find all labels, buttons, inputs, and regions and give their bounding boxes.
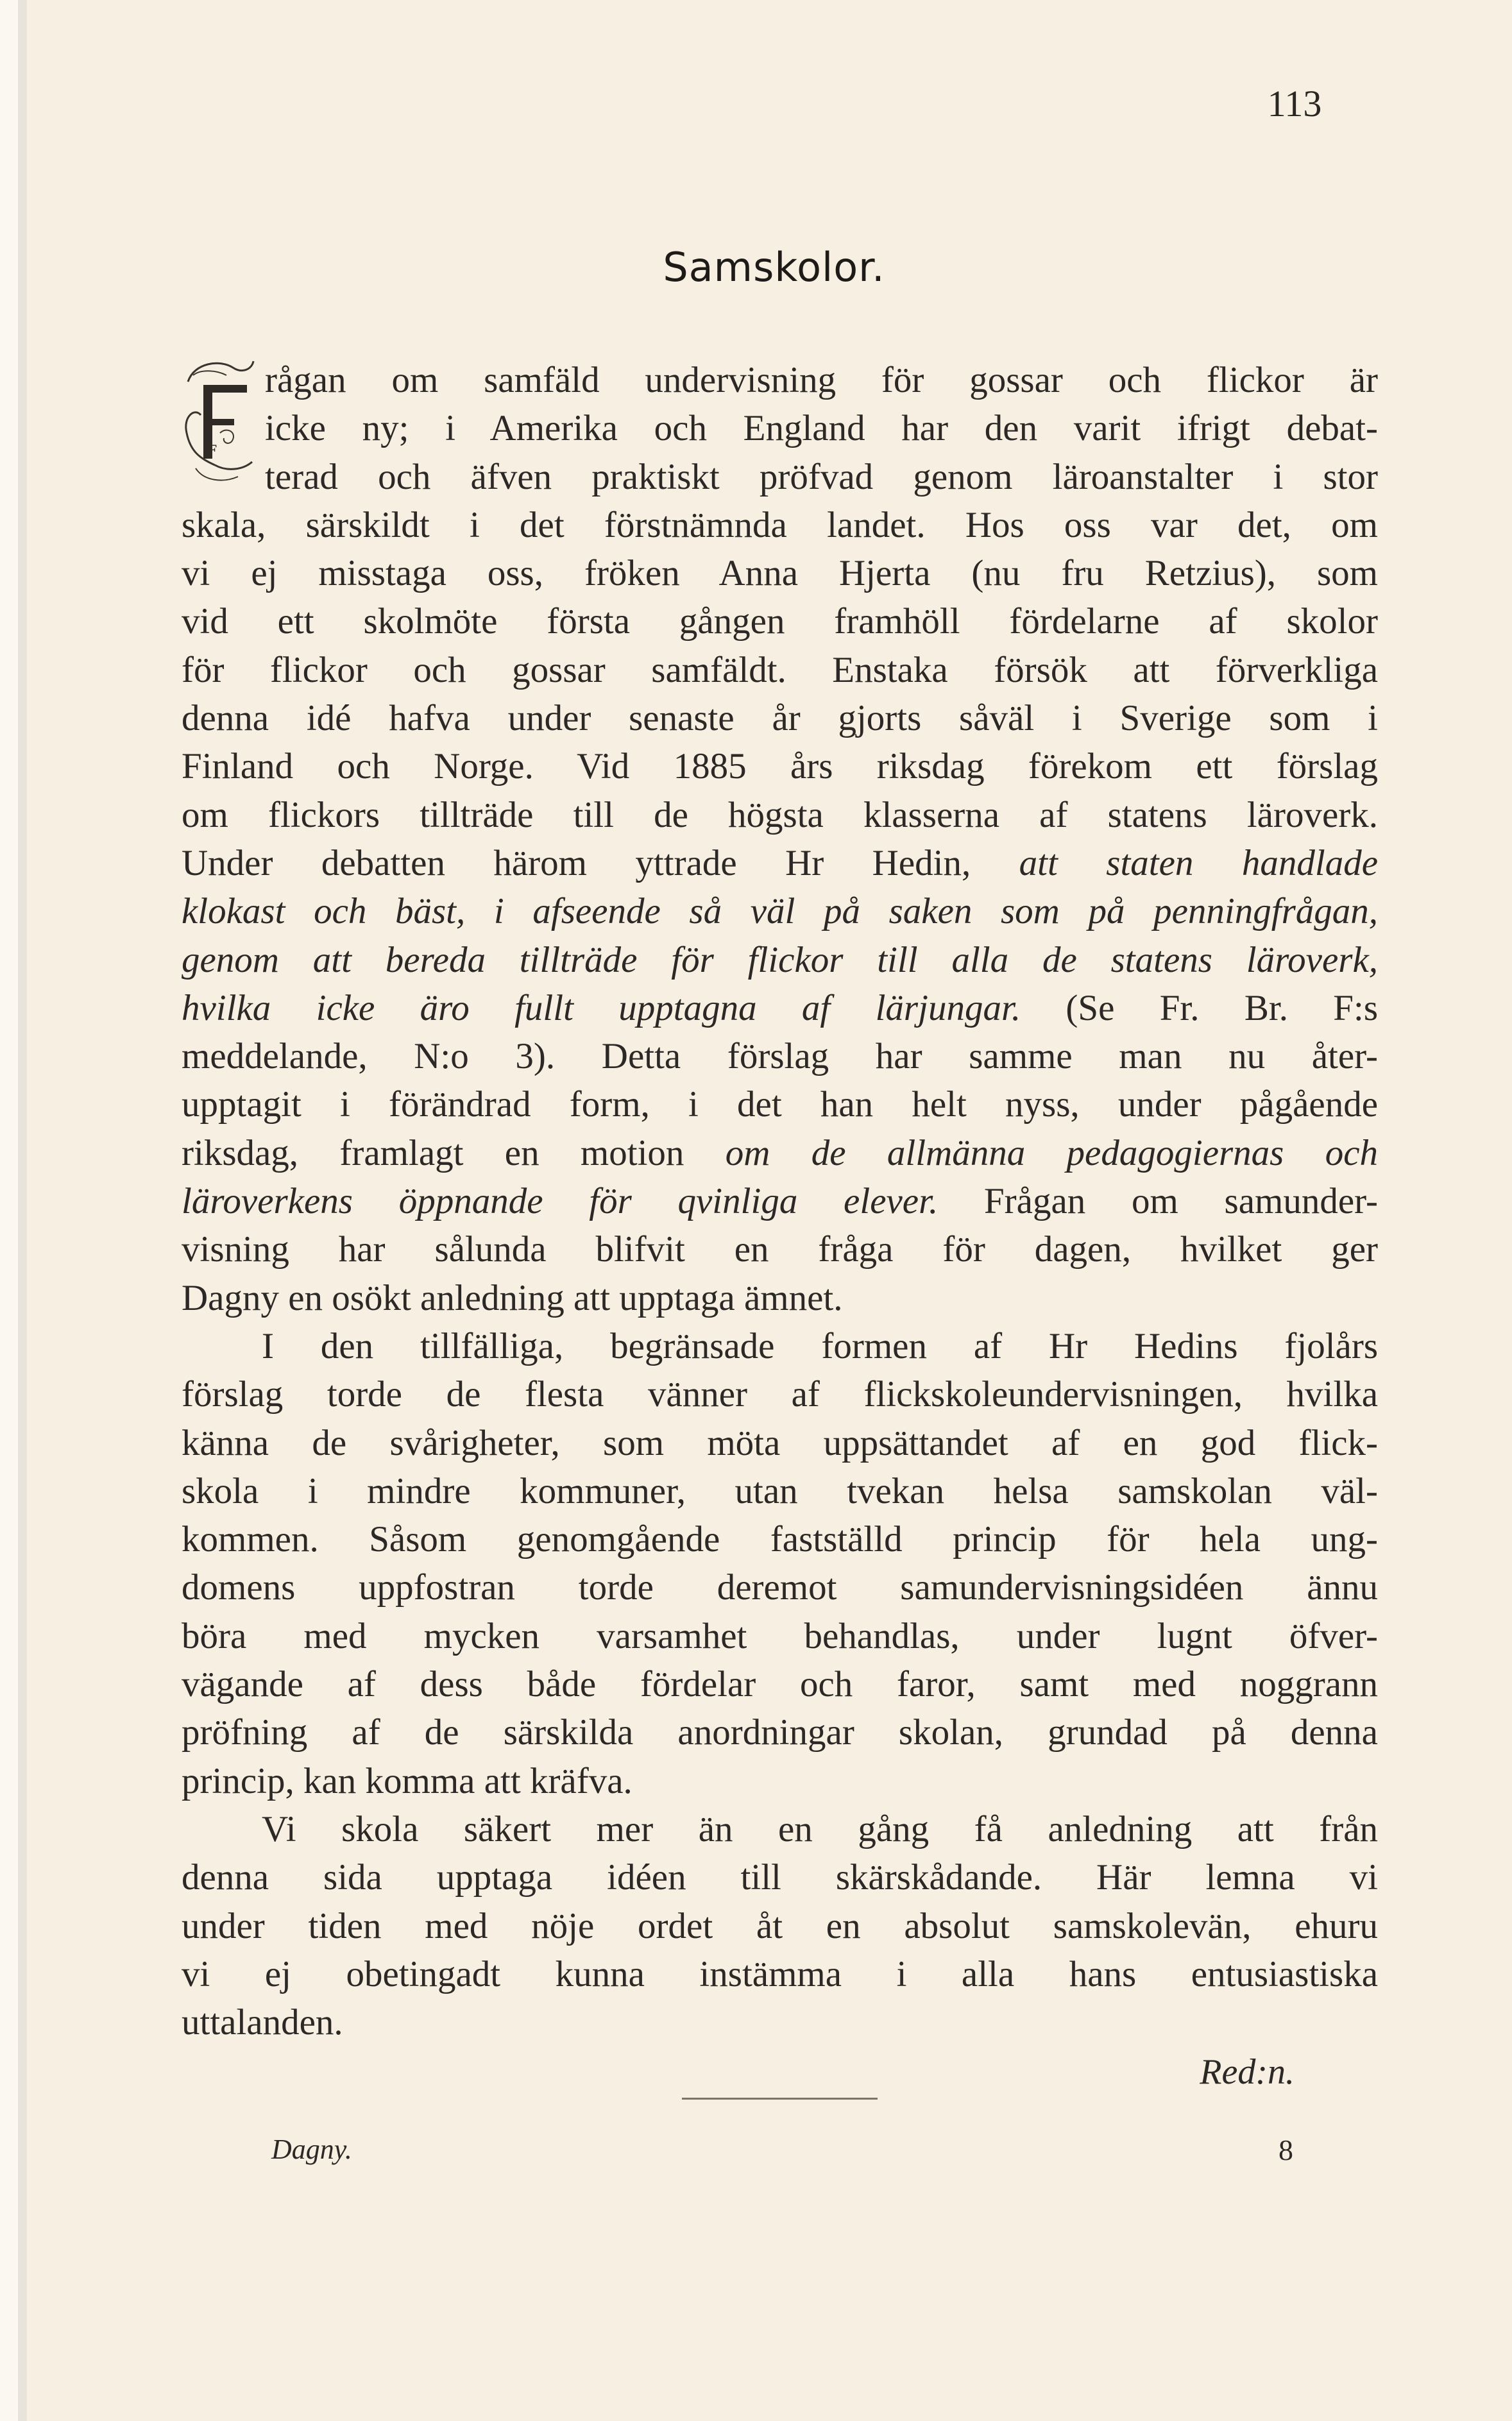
text-line: för flickor och gossar samfäldt. Enstaka försök att förverkliga [182,649,1378,690]
text-line: Dagny en osökt anledning att upptaga ämnet. [182,1277,843,1318]
italic-phrase: om de allmänna pedagogiernas och [725,1132,1378,1173]
italic-phrase: läroverkens öppnande för qvinliga elever. [182,1181,939,1222]
text-line-italic-head: läroverkens öppnande för qvinliga elever. Frågan om samunder- [182,1181,1378,1222]
text-line: denna idé hafva under senaste år gjorts såväl i Sverige som i [182,698,1378,739]
text-line: om flickors tillträde till de högsta klasserna af statens läroverk. [182,794,1378,835]
text-line-mixed: hvilka icke äro fullt upptagna af lärjungar. (Se Fr. Br. F:s [182,987,1379,1028]
text-line: I den tillfälliga, begränsade formen af Hr Hedins fjolårs [262,1325,1378,1366]
text-line: vägande af dess både fördelar och faror, samt med noggrann [182,1664,1378,1705]
text-line: terad och äfven praktiskt pröfvad genom läroanstalter i stor [265,456,1378,497]
text-line: vi ej misstaga oss, fröken Anna Hjerta (nu fru Retzius), som [182,553,1378,594]
text-line: skala, särskildt i det förstnämnda landet. Hos oss var det, om [182,504,1378,545]
article-body [182,356,1378,2046]
text-line-italic-tail: Under debatten härom yttrade Hr Hedin, att staten handlade [182,842,1378,883]
text-line: denna sida upptaga idéen till skärskådande. Här lemna vi [182,1857,1378,1898]
text-line: kommen. Såsom genomgående fastställd princip för hela ung- [182,1519,1378,1560]
text-line: vi ej obetingadt kunna instämma i alla hans entusiastiska [182,1953,1378,1994]
text-line: vid ett skolmöte första gången framhöll fördelarne af skolor [182,601,1378,642]
text-line: uttalanden. [182,2002,343,2043]
text-line-italic: klokast och bäst, i afseende så väl på saken som på penningfrågan, [182,891,1378,932]
text-line: förslag torde de flesta vänner af flickskoleundervisningen, hvilka [182,1374,1378,1415]
article-title: Samskolor. [663,244,885,291]
separator-rule [682,2098,878,2100]
page-number: 113 [1267,83,1322,124]
text-line: rågan om samfäld undervisning för gossar och flickor är [265,360,1378,400]
text-line: upptagit i förändrad form, i det han helt nyss, under pågående [182,1084,1378,1125]
text-line: meddelande, N:o 3). Detta förslag har samme man nu åter- [182,1036,1378,1077]
editor-signature: Red:n. [1200,2052,1295,2092]
text-line: Vi skola säkert mer än en gång få anledning att från [262,1808,1378,1849]
text-line: princip, kan komma att kräfva. [182,1760,633,1801]
drop-cap-letter: F [207,443,217,459]
text-line: under tiden med nöje ordet åt en absolut samskolevän, ehuru [182,1905,1378,1946]
footer-sheet-number: 8 [1278,2134,1293,2166]
footer-journal-name: Dagny. [271,2134,352,2165]
text-line: visning har sålunda blifvit en fråga för dagen, hvilket ger [182,1229,1378,1270]
text-line-italic: genom att bereda tillträde för flickor till alla de statens läroverk, [182,939,1378,980]
text-line: icke ny; i Amerika och England har den varit ifrigt debat- [265,408,1378,449]
text-line: känna de svårigheter, som möta uppsättandet af en god flick- [182,1422,1378,1463]
text-line: pröfning af de särskilda anordningar skolan, grundad på denna [182,1712,1378,1753]
text-line: Finland och Norge. Vid 1885 års riksdag förekom ett förslag [182,746,1378,787]
text-line-italic-tail: riksdag, framlagt en motion om de allmänna pedagogiernas och [182,1132,1378,1173]
text-line: böra med mycken varsamhet behandlas, under lugnt öfver- [182,1615,1378,1656]
italic-phrase: hvilka icke äro fullt upptagna af lärjungar. [182,987,1021,1028]
italic-phrase: att staten handlade [1019,842,1378,883]
text-line: skola i mindre kommuner, utan tvekan helsa samskolan väl- [182,1470,1378,1511]
text-line: domens uppfostran torde deremot samundervisningsidéen ännu [182,1567,1378,1608]
